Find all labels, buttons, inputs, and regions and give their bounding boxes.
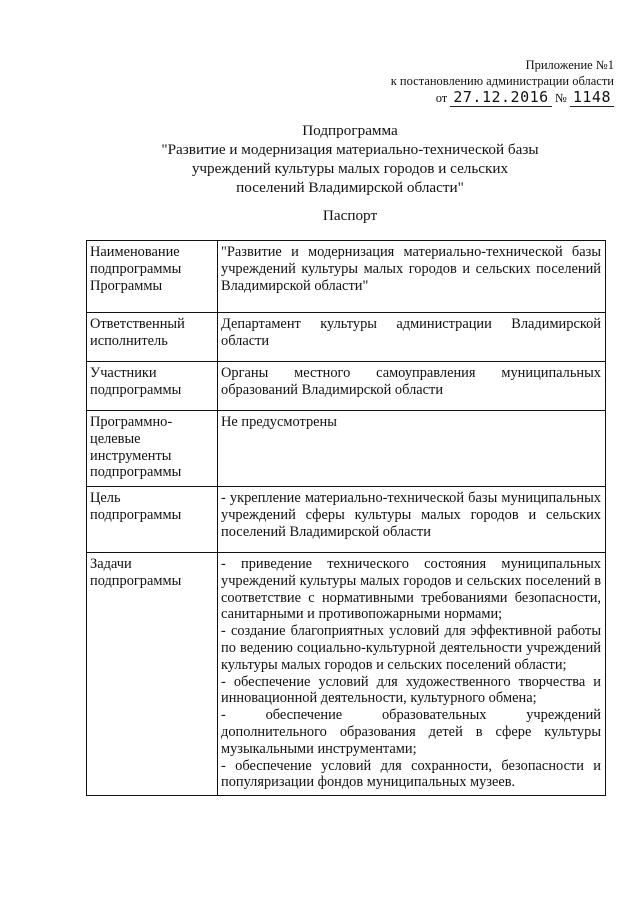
table-row	[87, 411, 606, 487]
decree-date-line	[354, 89, 614, 106]
row-value	[218, 487, 606, 553]
table-row	[87, 241, 606, 313]
subprogram-name-line: учреждений культуры малых городов и сельских	[191, 160, 509, 177]
table-row	[87, 553, 606, 796]
row-label: Ответственный исполнитель	[87, 313, 218, 362]
passport-table	[86, 240, 606, 796]
task-item: - обеспечение условий для сохранности, безопасности и популяризации фондов муниципальных музеев.	[221, 757, 601, 791]
row-label: Программно-целевые инструменты подпрограммы	[87, 411, 218, 487]
date-prefix: от	[435, 91, 448, 105]
subprogram-heading: Подпрограмма	[302, 122, 398, 139]
task-item: - обеспечение образовательных учреждений дополнительного образования детей в сфере культуры музыкальными инструментами;	[221, 707, 601, 757]
value-text: Не предусмотрены	[221, 414, 337, 430]
row-value	[218, 411, 606, 487]
row-label: Задачи подпрограммы	[87, 553, 218, 796]
decree-date: 27.12.2016	[450, 88, 551, 107]
number-prefix: №	[554, 91, 567, 105]
appendix-label: Приложение №1	[525, 58, 614, 72]
task-item: - обеспечение условий для художественного творчества и инновационной деятельности, культурного обмена;	[221, 673, 601, 707]
subprogram-name-line: поселений Владимирской области"	[236, 179, 464, 196]
decree-line: к постановлению администрации области	[390, 74, 614, 88]
subprogram-name-line: "Развитие и модернизация материально-технической базы	[161, 141, 539, 158]
row-value	[218, 241, 606, 313]
row-value	[218, 313, 606, 362]
table-row	[87, 313, 606, 362]
decree-number: 1148	[570, 88, 614, 107]
row-label: Цель подпрограммы	[87, 487, 218, 553]
value-text: Департамент культуры администрации Владимирской области	[221, 316, 601, 349]
subprogram-title	[140, 121, 560, 197]
row-value	[218, 553, 606, 796]
table-row	[87, 487, 606, 553]
table-row	[87, 362, 606, 411]
row-label: Наименование подпрограммы Программы	[87, 241, 218, 313]
value-text: Органы местного самоуправления муниципальных образований Владимирской области	[221, 365, 601, 398]
passport-heading: Паспорт	[322, 207, 378, 224]
appendix-header	[354, 57, 614, 106]
task-item: - создание благоприятных условий для эффективной работы по ведению социально-культурной деятельности учреждений культуры малых городов и сельских поселений области;	[221, 623, 601, 673]
value-text: "Развитие и модернизация материально-технической базы учреждений культуры малых городов и сельских поселений Владимирской области"	[221, 244, 601, 294]
value-text: - укрепление материально-технической базы муниципальных учреждений сферы культуры малых городов и сельских поселений Владимирской области	[221, 490, 601, 540]
task-item: - приведение технического состояния муниципальных учреждений культуры малых городов и сельских поселений в соответствие с нормативными требованиями безопасности, санитарными и противопожарными нормами;	[221, 556, 601, 623]
row-value	[218, 362, 606, 411]
row-label: Участники подпрограммы	[87, 362, 218, 411]
